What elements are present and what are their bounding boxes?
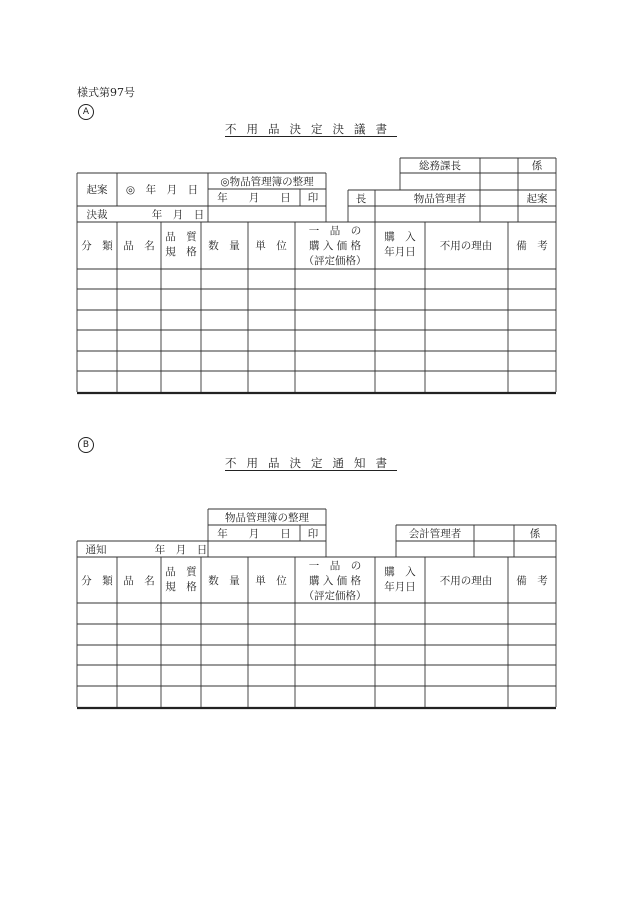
a-th-price-2: 購 入 価 格 [308,240,362,252]
b-th-purchase-2: 年月日 [384,581,416,593]
a-th-price-3: （評定価格） [303,255,367,267]
b-th-quantity: 数 量 [208,575,240,587]
section-a-title: 不用品決定決議書 [225,122,397,136]
b-th-item-name: 品 名 [123,575,155,587]
b-notice-label: 通知 [85,544,107,556]
a-th-price-1: 一 品 の [308,225,362,237]
a-th-quality-2: 規 格 [165,246,197,258]
b-th-quality-1: 品 質 [165,566,197,578]
b-th-price-3: （評定価格） [303,590,367,602]
a-th-reason: 不用の理由 [439,240,493,252]
b-th-purchase-1: 購 入 [384,566,416,578]
a-seal: 印 [307,192,319,204]
a-th-quality-1: 品 質 [165,231,197,243]
a-general-affairs-chief: 総務課長 [419,160,461,172]
section-b-title: 不用品決定通知書 [225,456,397,470]
a-decision-date: 年 月 日 [151,209,205,221]
a-th-unit: 単 位 [255,240,287,252]
b-th-price-1: 一 品 の [308,560,362,572]
b-th-unit: 単 位 [255,575,287,587]
b-staff-label: 係 [529,528,541,540]
b-notice-date: 年 月 日 [154,544,208,556]
b-th-quality-2: 規 格 [165,581,197,593]
a-approval-draft: 起案 [526,193,548,205]
a-th-category: 分 類 [81,240,113,252]
b-th-reason: 不用の理由 [439,575,493,587]
a-draft-date: ◎ 年 月 日 [125,184,199,196]
b-ledger-label: 物品管理簿の整理 [225,512,309,524]
b-ledger-date: 年 月 日 [217,528,291,540]
b-th-price-2: 購 入 価 格 [308,575,362,587]
a-goods-manager: 物品管理者 [413,193,467,205]
a-th-quantity: 数 量 [208,240,240,252]
a-draft-label: 起案 [86,184,108,196]
a-th-purchase-1: 購 入 [384,231,416,243]
a-staff-label: 係 [531,160,543,172]
a-ledger-label: ◎物品管理簿の整理 [220,176,314,188]
b-th-category: 分 類 [81,575,113,587]
a-ledger-date: 年 月 日 [217,192,291,204]
b-accounting-manager: 会計管理者 [408,528,462,540]
section-a-mark: A [78,104,94,120]
b-th-remarks: 備 考 [516,575,548,587]
b-seal: 印 [307,528,319,540]
a-decision-label: 決裁 [86,209,108,221]
a-th-item-name: 品 名 [123,240,155,252]
a-chief-label: 長 [355,193,367,205]
a-th-purchase-2: 年月日 [384,246,416,258]
section-b-mark: B [78,437,94,453]
form-number: 様式第97号 [77,86,135,99]
a-th-remarks: 備 考 [516,240,548,252]
